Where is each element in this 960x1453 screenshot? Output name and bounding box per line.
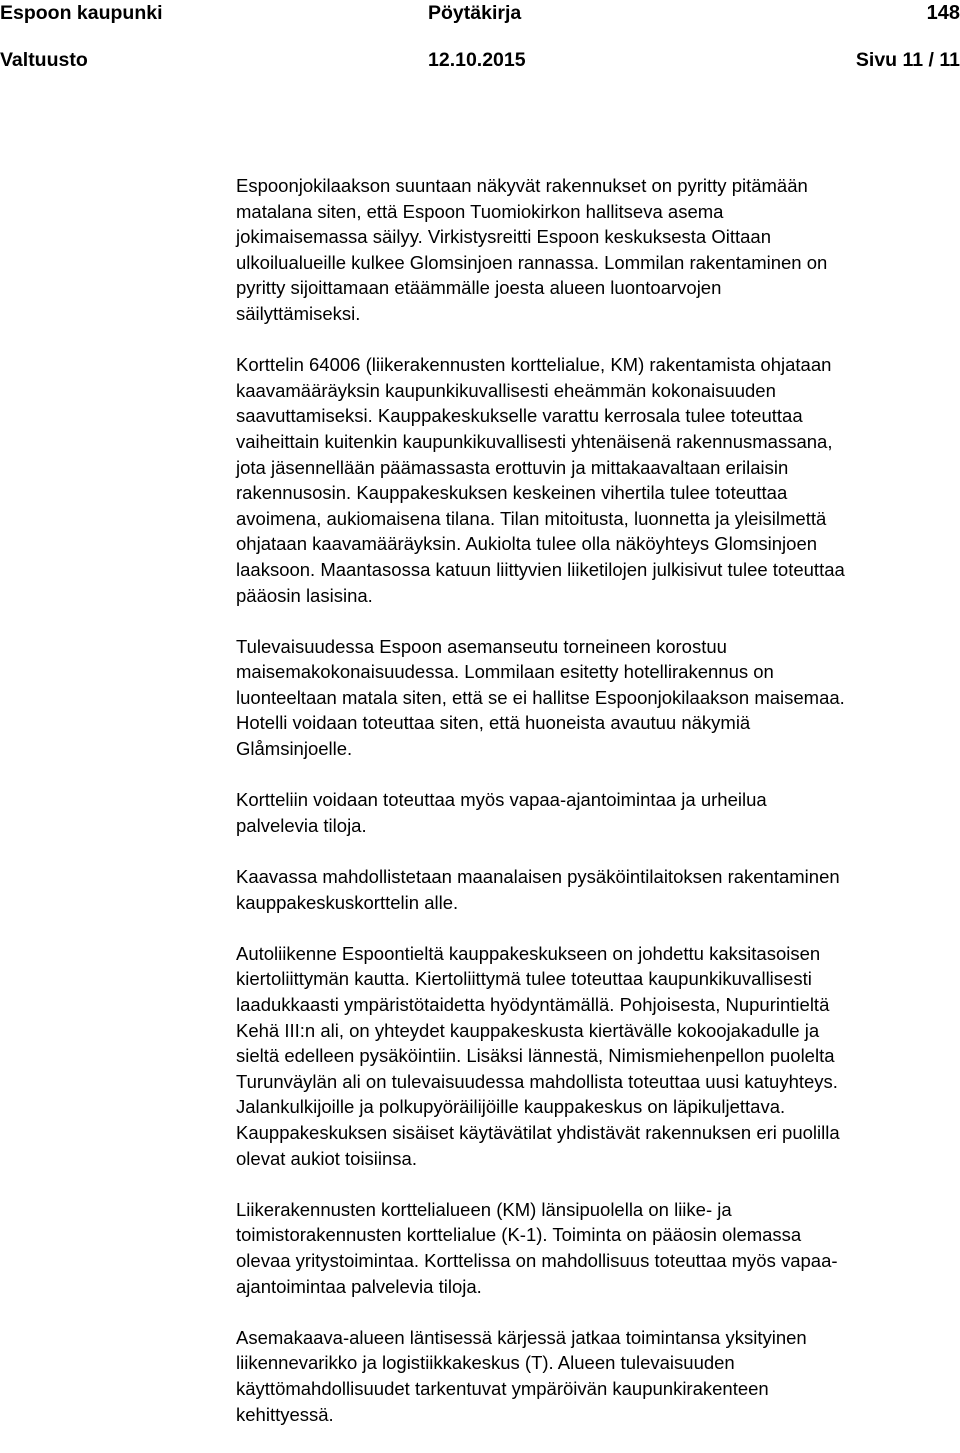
text-line: ajantoimintaa palvelevia tiloja. (236, 1275, 482, 1297)
text-line: laadukkaasti ympäristötaidetta hyödyntämällä. Pohjoisesta, Nupurintieltä (236, 994, 830, 1015)
text-line: jota jäsennellään päämassasta erottuvin ja mittakaavaltaan erilaisin (236, 456, 789, 478)
page-indicator: Sivu 11 / 11 (855, 49, 960, 71)
text-line: rakennusosin. Kauppakeskuksen keskeinen vihertila tulee toteuttaa (236, 482, 788, 504)
section-number: 148 (926, 2, 960, 24)
text-line: olevat aukiot toisiinsa. (236, 1147, 417, 1169)
organization-name: Espoon kaupunki (0, 2, 163, 24)
text-line: Kaavassa mahdollistetaan maanalaisen pysäköintilaitoksen rakentaminen (236, 866, 840, 888)
text-line: Glåmsinjoelle. (236, 738, 353, 760)
text-line: luonteeltaan matala siten, että se ei hallitse Espoonjokilaakson maisemaa. (236, 686, 845, 708)
document-body (236, 173, 960, 1453)
text-line: ohjataan kaavamääräyksin. Aukiolta tulee olla näköyhteys Glomsinjoen (236, 533, 818, 555)
text-line: olevaa yritystoimintaa. Korttelissa on mahdollisuus toteuttaa myös vapaa- (236, 1249, 838, 1271)
text-line: liikennevarikko ja logistiikkakeskus (T). Alueen tulevaisuuden (236, 1352, 735, 1374)
text-line: maisemakokonaisuudessa. Lommilaan esitetty hotellirakennus on (236, 661, 774, 683)
paragraph (236, 352, 960, 608)
text-line: kiertoliittymän kautta. Kiertoliittymä tulee toteuttaa kaupunkikuvallisesti (236, 968, 812, 990)
paragraph (236, 634, 960, 762)
text-line: Espoonjokilaakson suuntaan näkyvät rakennukset on pyritty pitämään (236, 175, 808, 196)
text-line: Jalankulkijoille ja polkupyöräilijöille kauppakeskus on läpikuljettava. (236, 1096, 786, 1118)
body-name: Valtuusto (0, 49, 88, 71)
text-line: Tulevaisuudessa Espoon asemanseutu torneineen korostuu (236, 635, 727, 657)
paragraph (236, 173, 960, 327)
text-line: Autoliikenne Espoontieltä kauppakeskukseen on johdettu kaksitasoisen (236, 942, 821, 964)
text-line: sieltä edelleen pysäköintiin. Lisäksi lännestä, Nimismiehenpellon puolelta (236, 1045, 835, 1067)
text-line: Korttelin 64006 (liikerakennusten korttelialue, KM) rakentamista ohjataan (236, 354, 832, 376)
text-line: pääosin lasisina. (236, 584, 373, 606)
text-line: Turunväylän ali on tulevaisuudessa mahdollista toteuttaa uusi katuyhteys. (236, 1070, 838, 1092)
text-line: Asemakaava-alueen läntisessä kärjessä jatkaa toimintansa yksityinen (236, 1326, 807, 1348)
text-line: matalana siten, että Espoon Tuomiokirkon hallitseva asema (236, 200, 724, 222)
text-line: Kehä III:n ali, on yhteydet kauppakeskusta kiertävälle kokoojakadulle ja (236, 1019, 820, 1041)
text-line: laaksoon. Maantasossa katuun liittyvien liiketilojen julkisivut tulee toteuttaa (236, 558, 845, 580)
paragraph (236, 941, 960, 1171)
text-line: kaavamääräyksin kaupunkikuvallisesti eheämmän kokonaisuuden (236, 379, 776, 401)
text-line: jokimaisemassa säilyy. Virkistysreitti Espoon keskuksesta Oittaan (236, 226, 771, 248)
document-header-bottom (0, 47, 960, 73)
paragraph (236, 1325, 960, 1427)
text-line: pyritty sijoittamaan etäämmälle joesta alueen luontoarvojen (236, 277, 722, 299)
meeting-date: 12.10.2015 (428, 49, 526, 71)
text-line: saavuttamiseksi. Kauppakeskukselle varattu kerrosala tulee toteuttaa (236, 405, 803, 427)
text-line: Liikerakennusten korttelialueen (KM) länsipuolella on liike- ja (236, 1198, 732, 1220)
text-line: Kauppakeskuksen sisäiset käytävätilat yhdistävät rakennuksen eri puolilla (236, 1121, 840, 1143)
document-header-top (0, 0, 960, 26)
text-line: Hotelli voidaan toteuttaa siten, että huoneista avautuu näkymiä (236, 712, 751, 734)
text-line: toimistorakennusten korttelialue (K-1). Toiminta on pääosin olemassa (236, 1224, 802, 1246)
text-line: avoimena, aukiomaisena tilana. Tilan mitoitusta, luonnetta ja yleisilmettä (236, 507, 827, 529)
text-line: vaiheittain kuitenkin kaupunkikuvallisesti yhtenäisenä rakennusmassana, (236, 430, 833, 452)
text-line: kauppakeskuskorttelin alle. (236, 891, 459, 913)
text-line: palvelevia tiloja. (236, 814, 367, 836)
paragraph (236, 787, 960, 838)
text-line: kehittyessä. (236, 1403, 334, 1425)
paragraph (236, 1197, 960, 1299)
paragraph (236, 864, 960, 915)
document-type: Pöytäkirja (428, 2, 522, 24)
text-line: käyttömahdollisuudet tarkentuvat ympäröivän kaupunkirakenteen (236, 1377, 769, 1399)
text-line: säilyttämiseksi. (236, 302, 361, 324)
text-line: ulkoilualueille kulkee Glomsinjoen rannassa. Lommilan rakentaminen on (236, 251, 828, 273)
text-line: Kortteliin voidaan toteuttaa myös vapaa-ajantoimintaa ja urheilua (236, 789, 767, 811)
